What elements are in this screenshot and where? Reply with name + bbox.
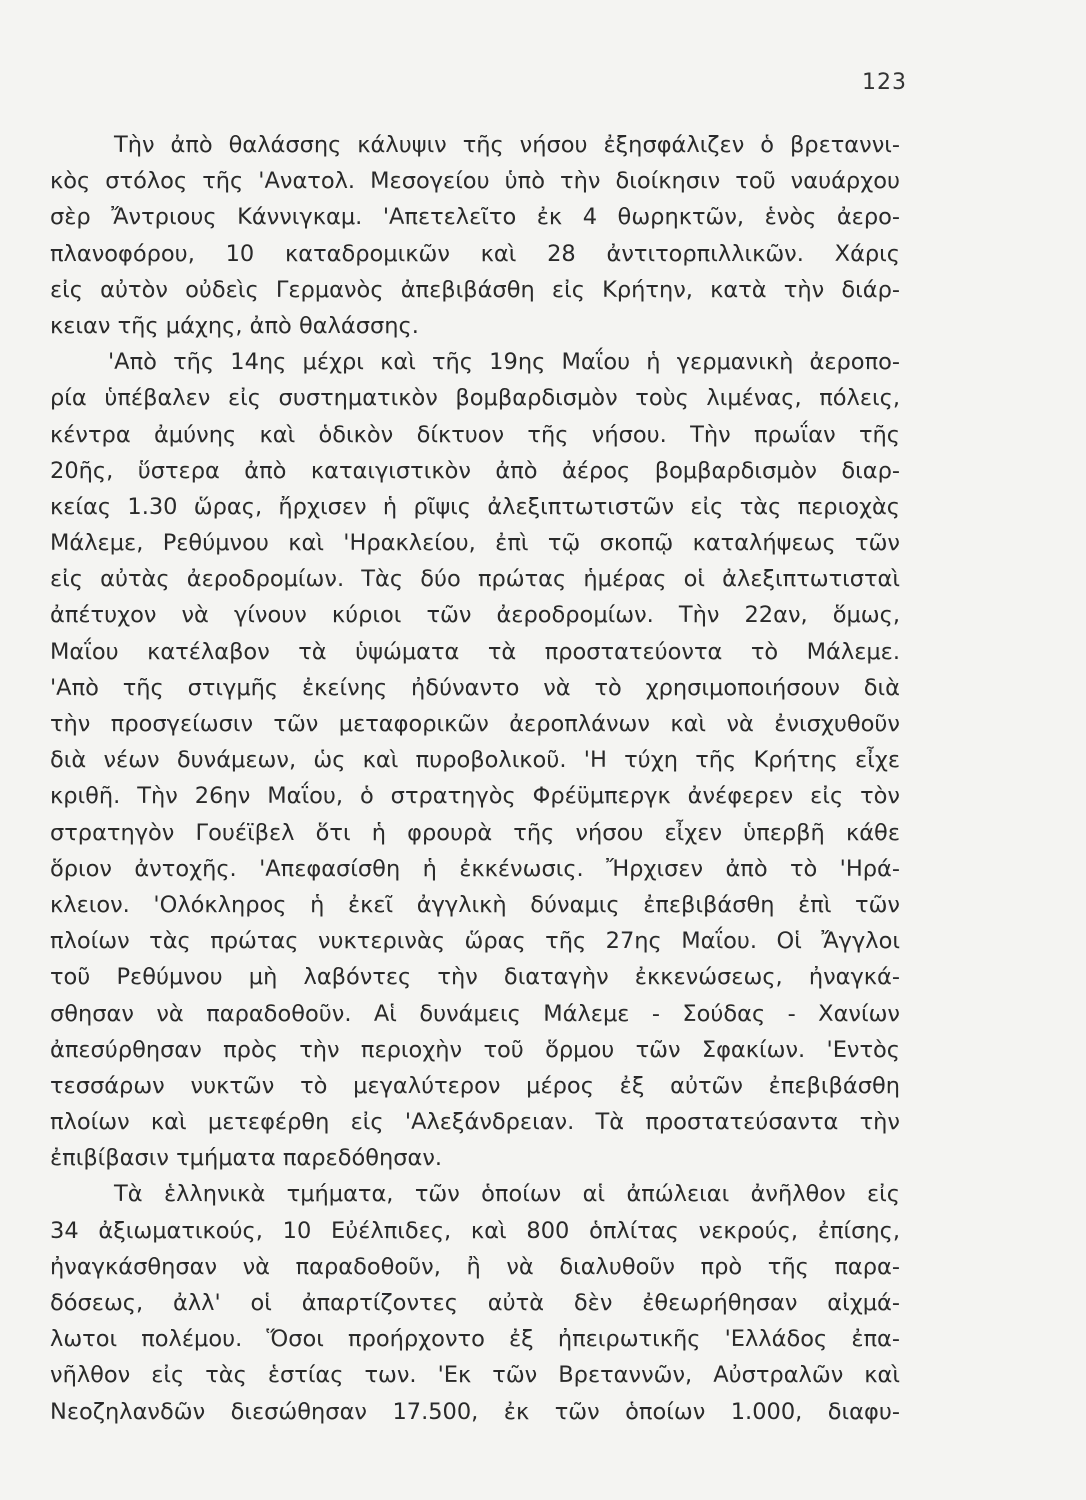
text-line: σὲρ Ἄντριους Κάννιγκαμ. 'Απετελεῖτο ἐκ 4 θωρηκτῶν, ἑνὸς ἀερο- xyxy=(50,204,900,231)
text-line: ἀπεσύρθησαν πρὸς τὴν περιοχὴν τοῦ ὅρμου τῶν Σφακίων. 'Εντὸς xyxy=(50,1036,900,1063)
text-line: ἐπιβίβασιν τμήματα παρεδόθησαν. xyxy=(50,1145,443,1172)
text-line: κειαν τῆς μάχης, ἀπὸ θαλάσσης. xyxy=(50,312,419,339)
body-text xyxy=(50,127,900,1430)
text-line: λωτοι πολέμου. Ὅσοι προήρχοντο ἐξ ἠπειρωτικῆς 'Ελλάδος ἐπα- xyxy=(50,1326,900,1353)
text-line: πλοίων καὶ μετεφέρθη εἰς 'Αλεξάνδρειαν. Τὰ προστατεύσαντα τὴν xyxy=(50,1109,900,1136)
text-line: Νεοζηλανδῶν διεσώθησαν 17.500, ἐκ τῶν ὁποίων 1.000, διαφυ- xyxy=(50,1398,900,1425)
text-line: Μάλεμε, Ρεθύμνου καὶ 'Ηρακλείου, ἐπὶ τῷ σκοπῷ καταλήψεως τῶν xyxy=(50,530,900,557)
text-line: τοῦ Ρεθύμνου μὴ λαβόντες τὴν διαταγὴν ἐκκενώσεως, ἠναγκά- xyxy=(50,964,900,991)
text-line: κλειον. 'Ολόκληρος ἡ ἐκεῖ ἀγγλικὴ δύναμις ἐπεβιβάσθη ἐπὶ τῶν xyxy=(50,891,900,918)
text-line: 34 ἀξιωματικούς, 10 Εὐέλπιδες, καὶ 800 ὁπλίτας νεκρούς, ἐπίσης, xyxy=(50,1217,900,1244)
text-line: κριθῆ. Τὴν 26ην Μαΐου, ὁ στρατηγὸς Φρέϋμπεργκ ἀνέφερεν εἰς τὸν xyxy=(50,783,900,810)
text-line: 'Απὸ τῆς 14ης μέχρι καὶ τῆς 19ης Μαΐου ἡ γερμανικὴ ἀεροπο- xyxy=(108,349,900,376)
text-line: ἠναγκάσθησαν νὰ παραδοθοῦν, ἢ νὰ διαλυθοῦν πρὸ τῆς παρα- xyxy=(50,1253,900,1280)
text-line: νῆλθον εἰς τὰς ἑστίας των. 'Εκ τῶν Βρεταννῶν, Αὐστραλῶν καὶ xyxy=(50,1362,900,1389)
text-line: κείας 1.30 ὥρας, ἤρχισεν ἡ ρῖψις ἀλεξιπτωτιστῶν εἰς τὰς περιοχὰς xyxy=(50,493,900,520)
text-line: 20ῆς, ὕστερα ἀπὸ καταιγιστικὸν ἀπὸ ἀέρος βομβαρδισμὸν διαρ- xyxy=(50,457,900,484)
text-line: Τὰ ἑλληνικὰ τμήματα, τῶν ὁποίων αἱ ἀπώλειαι ἀνῆλθον εἰς xyxy=(114,1181,900,1208)
text-line: 'Απὸ τῆς στιγμῆς ἐκείνης ἠδύναντο νὰ τὸ χρησιμοποιήσουν διὰ xyxy=(50,674,900,701)
text-line: πλανοφόρου, 10 καταδρομικῶν καὶ 28 ἀντιτορπιλλικῶν. Χάρις xyxy=(50,240,900,267)
text-line: Τὴν ἀπὸ θαλάσσης κάλυψιν τῆς νήσου ἐξησφάλιζεν ὁ βρεταννι- xyxy=(114,132,900,158)
text-line: εἰς αὐτὸν οὐδεὶς Γερμανὸς ἀπεβιβάσθη εἰς Κρήτην, κατὰ τὴν διάρ- xyxy=(50,276,900,303)
text-line: στρατηγὸν Γουέϊβελ ὅτι ἡ φρουρὰ τῆς νήσου εἶχεν ὑπερβῆ κάθε xyxy=(50,819,900,846)
text-line: ρία ὑπέβαλεν εἰς συστηματικὸν βομβαρδισμὸν τοὺς λιμένας, πόλεις, xyxy=(50,385,900,412)
text-line: τεσσάρων νυκτῶν τὸ μεγαλύτερον μέρος ἐξ αὐτῶν ἐπεβιβάσθη xyxy=(50,1072,900,1099)
text-line: πλοίων τὰς πρώτας νυκτερινὰς ὥρας τῆς 27ης Μαΐου. Οἱ Ἄγγλοι xyxy=(50,928,900,955)
text-line: δόσεως, ἀλλ' οἱ ἀπαρτίζοντες αὐτὰ δὲν ἐθεωρήθησαν αἰχμά- xyxy=(50,1290,900,1316)
text-line: σθησαν νὰ παραδοθοῦν. Αἱ δυνάμεις Μάλεμε - Σούδας - Χανίων xyxy=(50,1000,900,1027)
text-line: κέντρα ἀμύνης καὶ ὁδικὸν δίκτυον τῆς νήσου. Τὴν πρωΐαν τῆς xyxy=(50,421,900,448)
text-line: ὅριον ἀντοχῆς. 'Απεφασίσθη ἡ ἐκκένωσις. Ἤρχισεν ἀπὸ τὸ 'Ηρά- xyxy=(50,855,900,882)
text-line: κὸς στόλος τῆς 'Ανατολ. Μεσογείου ὑπὸ τὴν διοίκησιν τοῦ ναυάρχου xyxy=(50,168,900,195)
text-line: εἰς αὐτὰς ἀεροδρομίων. Τὰς δύο πρώτας ἡμέρας οἱ ἀλεξιπτωτισταὶ xyxy=(50,566,900,593)
text-line: ἀπέτυχον νὰ γίνουν κύριοι τῶν ἀεροδρομίων. Τὴν 22αν, ὅμως, xyxy=(50,602,900,629)
text-line: διὰ νέων δυνάμεων, ὡς καὶ πυροβολικοῦ. 'Η τύχη τῆς Κρήτης εἶχε xyxy=(50,747,900,774)
text-line: Μαΐου κατέλαβον τὰ ὑψώματα τὰ προστατεύοντα τὸ Μάλεμε. xyxy=(50,638,900,665)
text-line: τὴν προσγείωσιν τῶν μεταφορικῶν ἀεροπλάνων καὶ νὰ ἐνισχυθοῦν xyxy=(50,711,900,737)
page-number: 123 xyxy=(862,70,907,95)
